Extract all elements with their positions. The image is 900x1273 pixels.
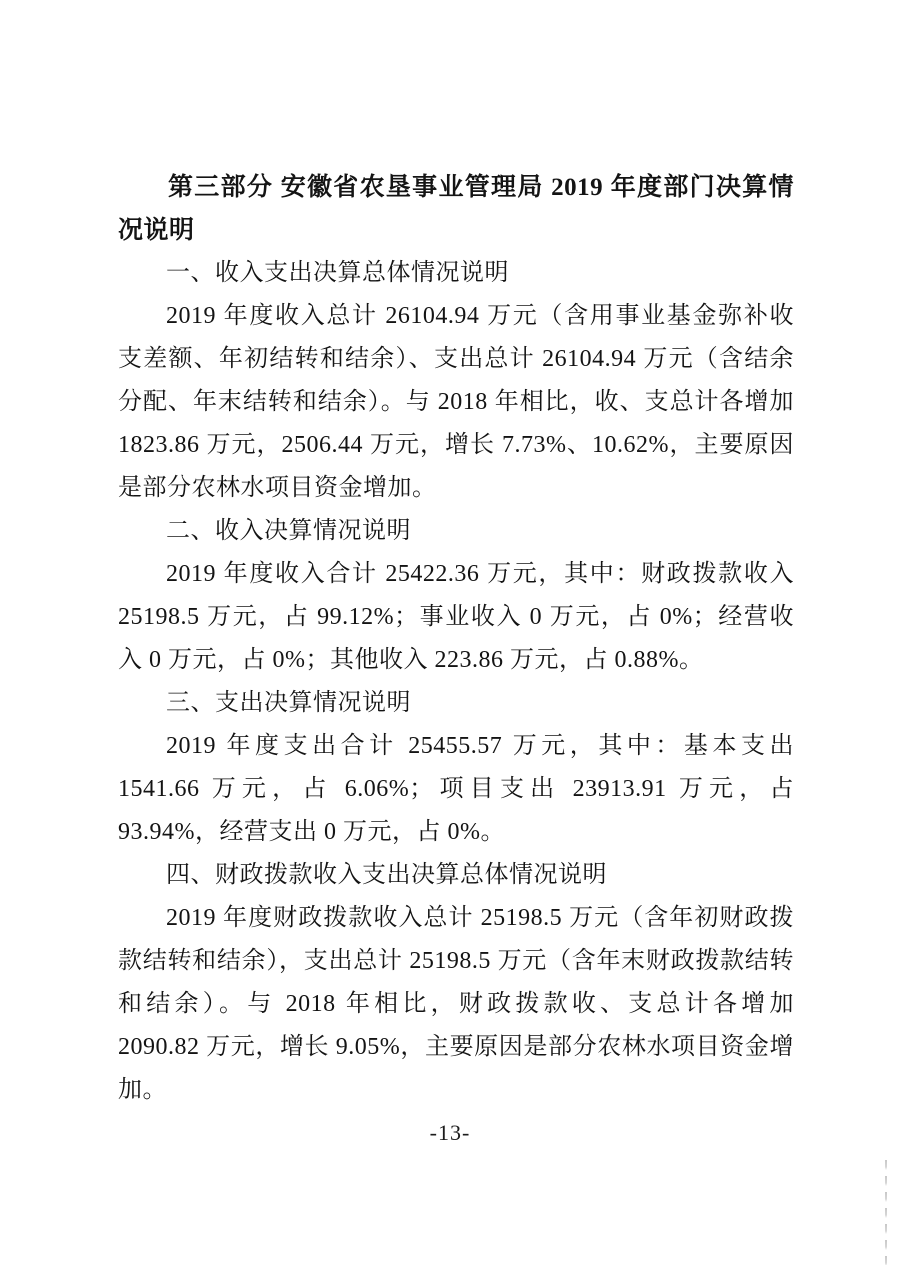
document-title: 第三部分 安徽省农垦事业管理局 2019 年度部门决算情况说明 bbox=[118, 174, 794, 244]
section-4-heading: 四、财政拨款收入支出决算总体情况说明 bbox=[166, 862, 607, 888]
section-3-heading: 三、支出决算情况说明 bbox=[166, 690, 411, 716]
page-number: -13- bbox=[429, 1120, 471, 1145]
document-content bbox=[118, 166, 794, 1112]
section-1-body: 2019 年度收入总计 26104.94 万元（含用事业基金弥补收支差额、年初结转和结余）、支出总计 26104.94 万元（含结余分配、年末结转和结余）。与 2018 年相比，收、支总计各增加 1823.86 万元，2506.44 万元，增长 7.73%、10.62%，主要原因是部分农林水项目资金增加。 bbox=[118, 303, 794, 501]
section-2-heading: 二、收入决算情况说明 bbox=[166, 518, 411, 544]
section-4-body: 2019 年度财政拨款收入总计 25198.5 万元（含年初财政拨款结转和结余），支出总计 25198.5 万元（含年末财政拨款结转和结余）。与 2018 年相比，财政拨款收、支总计各增加 2090.82 万元，增长 9.05%，主要原因是部分农林水项目资金增加。 bbox=[118, 905, 794, 1103]
section-1-heading: 一、收入支出决算总体情况说明 bbox=[166, 260, 509, 286]
scan-artifact-line bbox=[885, 1160, 887, 1265]
section-2-body: 2019 年度收入合计 25422.36 万元，其中：财政拨款收入 25198.5 万元，占 99.12%；事业收入 0 万元，占 0%；经营收入 0 万元，占 0%；其他收入 223.86 万元，占 0.88%。 bbox=[118, 561, 794, 673]
section-3-body: 2019 年度支出合计 25455.57 万元，其中：基本支出 1541.66 万元，占 6.06%；项目支出 23913.91 万元，占 93.94%，经营支出 0 万元，占 0%。 bbox=[118, 733, 794, 845]
